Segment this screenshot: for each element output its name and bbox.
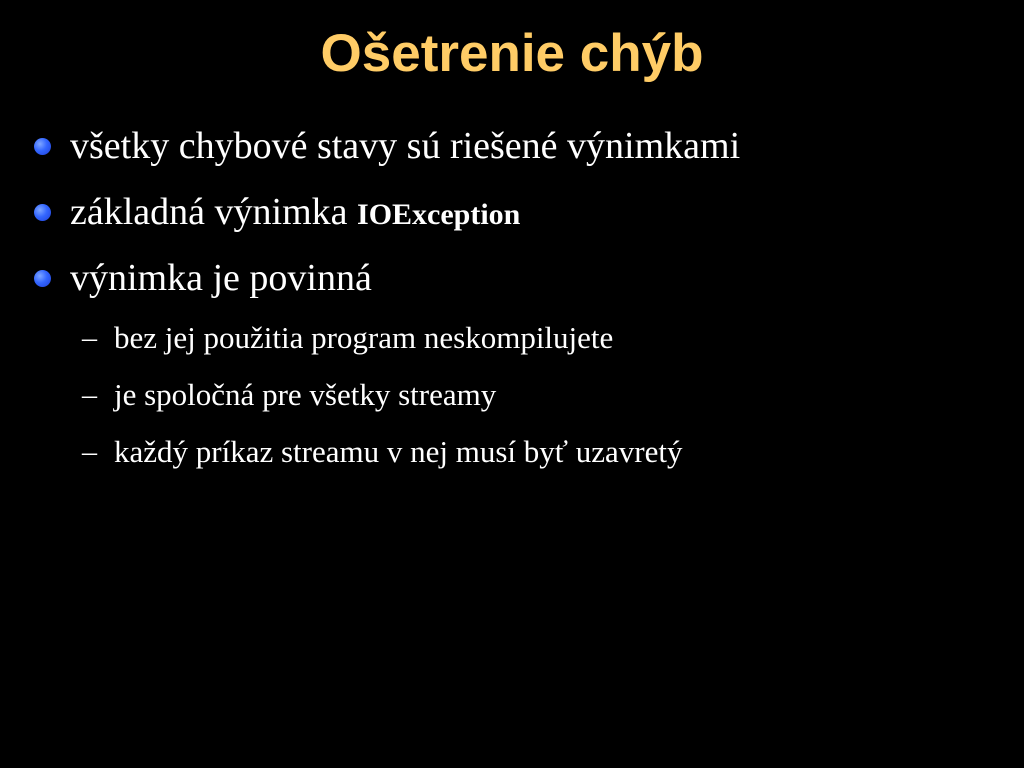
bullet-item (34, 255, 372, 301)
sub-bullet-item (82, 319, 613, 357)
bullet-item (34, 123, 740, 169)
bullet-text-plain: základná výnimka (70, 191, 358, 233)
bullet-dot-icon (34, 204, 51, 221)
sub-bullet-dash: – (82, 378, 97, 411)
sub-bullet-text: každý príkaz streamu v nej musí byť uzavretý (114, 434, 683, 469)
bullet-dot-icon (34, 270, 51, 287)
bullet-item (34, 189, 520, 235)
sub-bullet-item (82, 376, 496, 414)
bullet-text (70, 190, 520, 234)
bullet-text: výnimka je povinná (70, 257, 372, 299)
sub-bullet-text: bez jej použitia program neskompilujete (114, 320, 614, 355)
bullet-text: všetky chybové stavy sú riešené výnimkami (70, 125, 741, 167)
bullet-text-bold: IOException (357, 198, 521, 231)
sub-bullet-dash: – (82, 321, 97, 354)
sub-bullet-text: je spoločná pre všetky streamy (114, 377, 497, 412)
bullet-dot-icon (34, 138, 51, 155)
slide-title: Ošetrenie chýb (320, 24, 704, 83)
sub-bullet-item (82, 433, 682, 471)
sub-bullet-dash: – (82, 435, 97, 468)
